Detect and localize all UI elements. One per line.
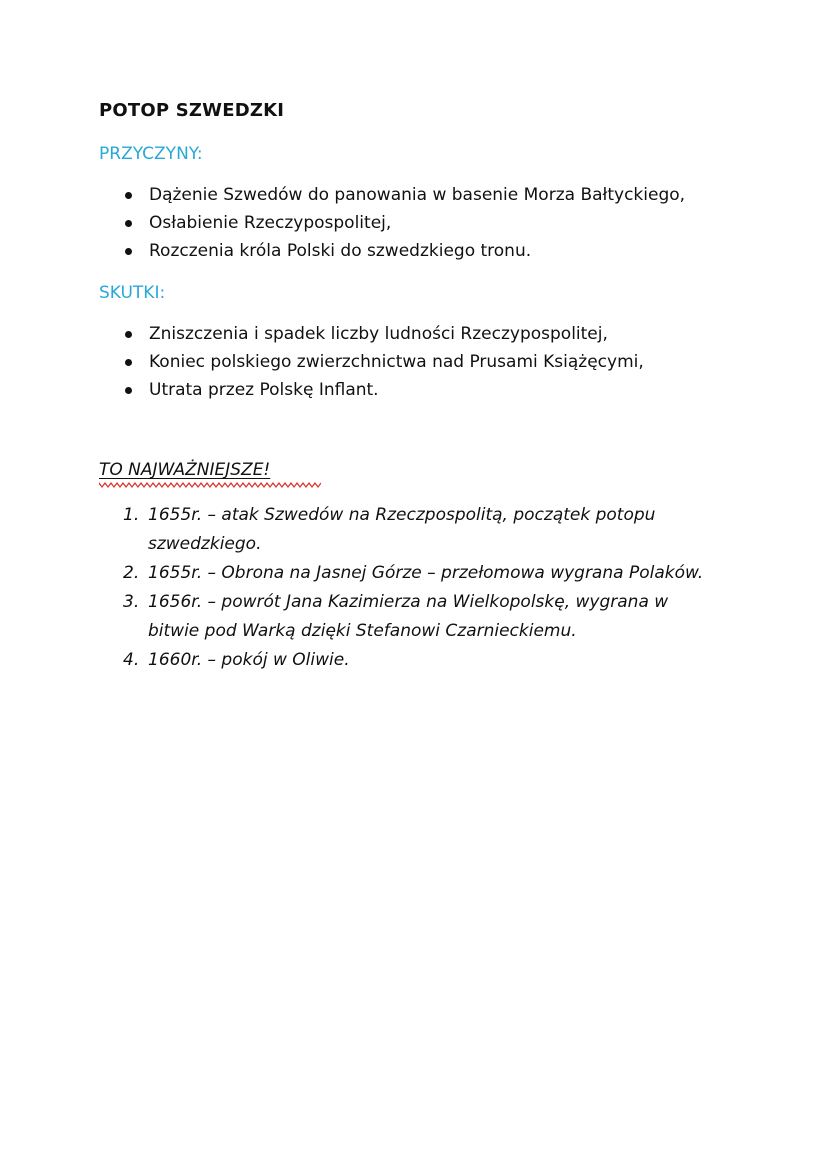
- list-item: [122, 320, 644, 348]
- bullet-icon: [125, 248, 132, 255]
- list-item: [123, 646, 723, 675]
- bullet-icon: [125, 331, 132, 338]
- event-text: 1655r. – atak Szwedów na Rzeczpospolitą, początek potopu szwedzkiego.: [148, 505, 656, 554]
- effects-list: [122, 320, 644, 404]
- cause-text: Rozczenia króla Polski do szwedzkiego tronu.: [149, 241, 532, 261]
- important-heading: TO NAJWAŻNIEJSZE!: [99, 460, 271, 480]
- item-number: 1.: [123, 505, 140, 525]
- spellcheck-underline: [99, 482, 321, 488]
- item-number: 3.: [123, 592, 140, 612]
- effect-text: Koniec polskiego zwierzchnictwa nad Prusami Książęcymi,: [149, 352, 644, 372]
- list-item: [122, 209, 685, 237]
- list-item: [123, 501, 723, 559]
- effect-text: Utrata przez Polskę Inflant.: [149, 380, 379, 400]
- event-text: 1655r. – Obrona na Jasnej Górze – przełomowa wygrana Polaków.: [148, 563, 704, 583]
- item-number: 2.: [123, 563, 140, 583]
- list-item: [122, 237, 685, 265]
- list-item: [122, 348, 644, 376]
- bullet-icon: [125, 220, 132, 227]
- list-item: [123, 559, 723, 588]
- causes-list: [122, 181, 685, 265]
- list-item: [122, 376, 644, 404]
- bullet-icon: [125, 192, 132, 199]
- cause-text: Dążenie Szwedów do panowania w basenie Morza Bałtyckiego,: [149, 185, 686, 205]
- event-text: 1656r. – powrót Jana Kazimierza na Wielkopolskę, wygrana w bitwie pod Warką dzięki Stefanowi Czarnieckiemu.: [148, 592, 669, 641]
- bullet-icon: [125, 359, 132, 366]
- list-item: [122, 181, 685, 209]
- document-title: POTOP SZWEDZKI: [99, 100, 285, 121]
- item-number: 4.: [123, 650, 140, 670]
- list-item: [123, 588, 723, 646]
- bullet-icon: [125, 387, 132, 394]
- effects-heading: SKUTKI:: [99, 283, 166, 303]
- important-events-list: [123, 501, 723, 675]
- causes-heading: PRZYCZYNY:: [99, 144, 203, 164]
- cause-text: Osłabienie Rzeczypospolitej,: [149, 213, 392, 233]
- event-text: 1660r. – pokój w Oliwie.: [148, 650, 350, 670]
- effect-text: Zniszczenia i spadek liczby ludności Rzeczypospolitej,: [149, 324, 608, 344]
